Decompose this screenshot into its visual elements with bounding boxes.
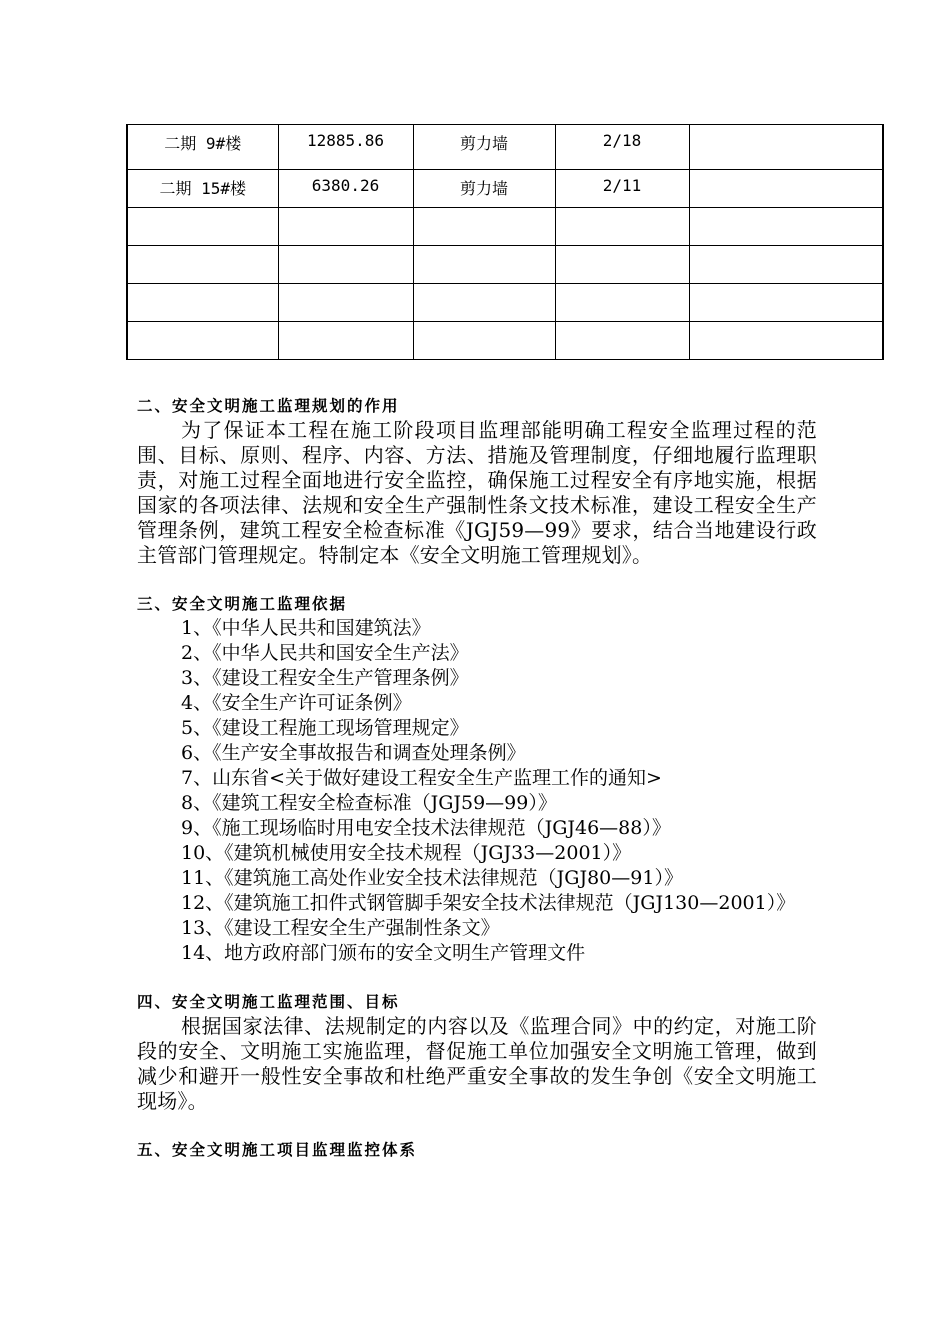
table-cell (555, 284, 689, 322)
table-cell: 2/11 (555, 170, 689, 208)
table-row (127, 208, 883, 246)
table-cell: 剪力墙 (413, 125, 555, 170)
table-cell (689, 170, 883, 208)
table-cell (127, 246, 278, 284)
table-cell (555, 208, 689, 246)
list-item: 3、《建设工程安全生产管理条例》 (181, 667, 469, 689)
document-body (137, 394, 817, 1162)
list-item: 14、地方政府部门颁布的安全文明生产管理文件 (181, 942, 586, 964)
list-item: 8、《建筑工程安全检查标准（JGJ59—99）》 (181, 792, 557, 814)
table-cell (689, 322, 883, 360)
table-cell (278, 284, 413, 322)
section-4-heading: 四、安全文明施工监理范围、目标 (137, 993, 400, 1011)
table-cell: 剪力墙 (413, 170, 555, 208)
table-row (127, 125, 883, 170)
table-cell (555, 246, 689, 284)
table-cell (127, 208, 278, 246)
table-cell (127, 322, 278, 360)
section-4-paragraph: 根据国家法律、法规制定的内容以及《监理合同》中的约定，对施工阶段的安全、文明施工实施监理，督促施工单位加强安全文明施工管理，做到减少和避开一般性安全事故和杜绝严重安全事故的发生争创《安全文明施工现场》。 (137, 1014, 817, 1113)
table-cell (689, 246, 883, 284)
list-item: 11、《建筑施工高处作业安全技术法律规范（JGJ80—91）》 (181, 867, 683, 889)
list-item: 4、《安全生产许可证条例》 (181, 692, 412, 714)
section-5-heading: 五、安全文明施工项目监理监控体系 (137, 1141, 418, 1159)
list-item: 5、《建设工程施工现场管理规定》 (181, 717, 469, 739)
list-item: 6、《生产安全事故报告和调查处理条例》 (181, 742, 526, 764)
list-item: 7、山东省<关于做好建设工程安全生产监理工作的通知> (181, 767, 662, 789)
table-row (127, 322, 883, 360)
section-2-paragraph: 为了保证本工程在施工阶段项目监理部能明确工程安全监理过程的范围、目标、原则、程序、内容、方法、措施及管理制度，仔细地履行监理职责，对施工过程全面地进行安全监控，确保施工过程安全有序地实施，根据国家的各项法律、法规和安全生产强制性条文技术标准，建设工程安全生产管理条例，建筑工程安全检查标准《JGJ59—99》要求，结合当地建设行政主管部门管理规定。特制定本《安全文明施工管理规划》。 (137, 418, 817, 567)
table-cell (127, 284, 278, 322)
list-item: 1、《中华人民共和国建筑法》 (181, 617, 431, 639)
basis-list (137, 616, 817, 966)
table-cell (413, 284, 555, 322)
list-item: 12、《建筑施工扣件式钢管脚手架安全技术法律规范（JGJ130—2001）》 (181, 892, 796, 914)
section-3-heading: 三、安全文明施工监理依据 (137, 595, 348, 613)
table-row (127, 246, 883, 284)
table-cell (555, 322, 689, 360)
table-cell (689, 208, 883, 246)
table-cell (689, 284, 883, 322)
table-cell (278, 246, 413, 284)
table-cell (413, 208, 555, 246)
table-cell: 二期 9#楼 (127, 125, 278, 170)
table-cell: 2/18 (555, 125, 689, 170)
building-table (126, 124, 882, 360)
table-cell: 12885.86 (278, 125, 413, 170)
table-cell (689, 125, 883, 170)
table-cell (413, 322, 555, 360)
table-cell: 二期 15#楼 (127, 170, 278, 208)
list-item: 9、《施工现场临时用电安全技术法律规范（JGJ46—88）》 (181, 817, 671, 839)
table-cell (278, 208, 413, 246)
table-cell (413, 246, 555, 284)
table-row (127, 170, 883, 208)
table-cell (278, 322, 413, 360)
list-item: 2、《中华人民共和国安全生产法》 (181, 642, 469, 664)
table-cell: 6380.26 (278, 170, 413, 208)
list-item: 13、《建设工程安全生产强制性条文》 (181, 917, 500, 939)
list-item: 10、《建筑机械使用安全技术规程（JGJ33—2001）》 (181, 842, 632, 864)
table-row (127, 284, 883, 322)
section-2-heading: 二、安全文明施工监理规划的作用 (137, 397, 400, 415)
